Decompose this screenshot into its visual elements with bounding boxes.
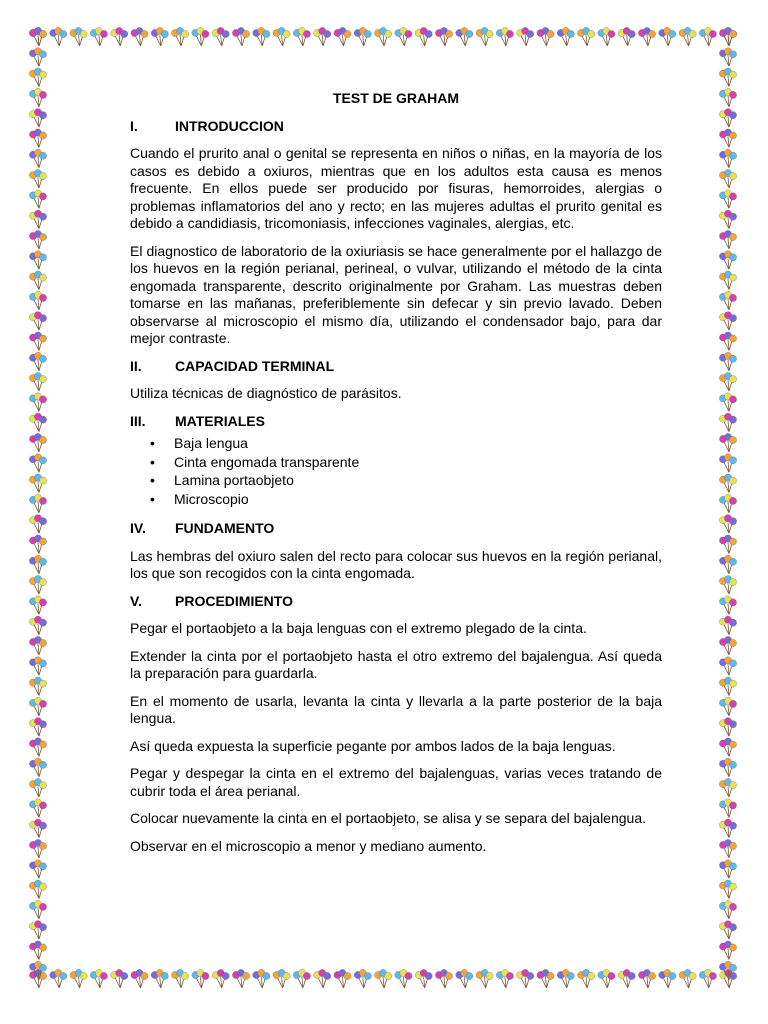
balloon-bunch-icon [293, 969, 310, 988]
balloon-bunch-icon [90, 969, 107, 988]
balloon-bunch-icon [719, 210, 736, 229]
balloon-bunch-icon [29, 210, 46, 229]
balloon-bunch-icon [719, 474, 736, 493]
balloon-bunch-icon [719, 576, 736, 595]
balloon-bunch-icon [598, 969, 615, 988]
balloon-bunch-icon [719, 819, 736, 838]
section-heading-introduccion [130, 118, 662, 136]
balloon-bunch-icon [719, 251, 736, 270]
balloon-bunch-icon [212, 969, 229, 988]
balloon-bunch-icon [719, 230, 736, 249]
balloon-bunch-icon [476, 969, 493, 988]
materials-list [130, 434, 662, 508]
paragraph: Pegar el portaobjeto a la baja lenguas con el extremo plegado de la cinta. [130, 620, 587, 636]
balloon-bunch-icon [29, 373, 46, 392]
balloon-bunch-icon [719, 921, 736, 940]
balloon-bunch-icon [719, 393, 736, 412]
balloon-bunch-icon [29, 291, 46, 310]
balloon-bunch-icon [679, 969, 696, 988]
balloon-bunch-icon [719, 697, 736, 716]
list-item: • Microscopio [130, 490, 662, 509]
balloon-bunch-icon [29, 779, 46, 798]
balloon-bunch-icon [29, 819, 46, 838]
balloon-bunch-icon [719, 880, 736, 899]
balloon-bunch-icon [29, 941, 46, 960]
balloon-bunch-icon [334, 27, 351, 46]
balloon-bunch-icon [29, 697, 46, 716]
page-border-bottom [28, 968, 740, 990]
paragraph: Cuando el prurito anal o genital se representa en niños o niñas, en la mayoría de los casos es debido a oxiuros, mientras que en los adultos esta causa es menos frecuente. En ellos puede ser producido por fisuras, hemorroides, alergias o problemas inflamatorios del ano y recto; en las mujeres adultas el prurito genital es debido a candidiasis, tricomoniasis, infecciones vaginales, alergias, etc. [130, 145, 662, 231]
balloon-bunch-icon [212, 27, 229, 46]
balloon-bunch-icon [29, 48, 46, 67]
balloon-bunch-icon [131, 27, 148, 46]
balloon-bunch-icon [719, 758, 736, 777]
section-title: MATERIALES [175, 412, 265, 429]
page-border-top [28, 26, 740, 48]
balloon-bunch-icon [618, 27, 635, 46]
section-heading-capacidad-terminal [130, 358, 662, 376]
balloon-bunch-icon [578, 27, 595, 46]
balloon-bunch-icon [70, 969, 87, 988]
balloon-bunch-icon [517, 27, 534, 46]
section-title: FUNDAMENTO [175, 520, 275, 536]
balloon-bunch-icon [517, 969, 534, 988]
paragraph: Pegar y despegar la cinta en el extremo del bajalenguas, varias veces tratando de cubrir toda el área perianal. [130, 765, 662, 799]
list-item: • Cinta engomada transparente [130, 453, 662, 472]
balloon-bunch-icon [719, 109, 736, 128]
balloon-bunch-icon [375, 969, 392, 988]
balloon-bunch-icon [29, 27, 46, 46]
balloon-bunch-icon [456, 969, 473, 988]
balloon-bunch-icon [111, 969, 128, 988]
balloon-bunch-icon [90, 27, 107, 46]
balloon-bunch-icon [29, 494, 46, 513]
balloon-bunch-icon [496, 27, 513, 46]
balloon-bunch-icon [659, 969, 676, 988]
balloon-bunch-icon [719, 291, 736, 310]
balloon-bunch-icon [719, 799, 736, 818]
balloon-bunch-icon [29, 129, 46, 148]
section-title: CAPACIDAD TERMINAL [175, 357, 335, 374]
balloon-bunch-icon [719, 515, 736, 534]
balloon-bunch-icon [719, 860, 736, 879]
balloon-bunch-icon [131, 969, 148, 988]
balloon-bunch-icon [557, 969, 574, 988]
balloon-bunch-icon [29, 758, 46, 777]
list-item: • Baja lengua [130, 434, 662, 453]
balloon-bunch-icon [253, 969, 270, 988]
balloon-bunch-icon [151, 969, 168, 988]
balloon-bunch-icon [395, 27, 412, 46]
section-heading-materiales [130, 413, 662, 431]
balloon-bunch-icon [29, 576, 46, 595]
balloon-bunch-icon [719, 312, 736, 331]
balloon-bunch-icon [435, 27, 452, 46]
balloon-bunch-icon [29, 312, 46, 331]
balloon-bunch-icon [111, 27, 128, 46]
balloon-bunch-icon [375, 27, 392, 46]
document-title: TEST DE GRAHAM [333, 90, 459, 106]
balloon-bunch-icon [719, 738, 736, 757]
list-item: • Lamina portaobjeto [130, 471, 662, 490]
balloon-bunch-icon [719, 596, 736, 615]
page-border-left [28, 26, 50, 990]
balloon-bunch-icon [719, 271, 736, 290]
balloon-bunch-icon [598, 27, 615, 46]
balloon-bunch-icon [435, 969, 452, 988]
balloon-bunch-icon [719, 900, 736, 919]
balloon-bunch-icon [29, 799, 46, 818]
balloon-bunch-icon [29, 636, 46, 655]
balloon-bunch-icon [70, 27, 87, 46]
paragraph: Observar en el microscopio a menor y mediano aumento. [130, 837, 487, 854]
balloon-bunch-icon [719, 941, 736, 960]
paragraph: Utiliza técnicas de diagnóstico de parásitos. [130, 385, 402, 401]
balloon-bunch-icon [354, 969, 371, 988]
balloon-bunch-icon [719, 190, 736, 209]
balloon-bunch-icon [537, 969, 554, 988]
balloon-bunch-icon [719, 48, 736, 67]
balloon-bunch-icon [29, 515, 46, 534]
balloon-bunch-icon [719, 373, 736, 392]
balloon-bunch-icon [334, 969, 351, 988]
balloon-bunch-icon [354, 27, 371, 46]
balloon-bunch-icon [719, 413, 736, 432]
balloon-bunch-icon [29, 535, 46, 554]
balloon-bunch-icon [232, 969, 249, 988]
balloon-bunch-icon [638, 27, 655, 46]
balloon-bunch-icon [719, 657, 736, 676]
balloon-bunch-icon [496, 969, 513, 988]
section-number: V. [130, 592, 142, 609]
paragraph: El diagnostico de laboratorio de la oxiuriasis se hace generalmente por el hallazgo de los huevos en la región perianal, perineal, o vulvar, utilizando el método de la cinta engomada transparente, descrito originalmente por Graham. Las muestras deben tomarse en las mañanas, preferiblemente sin defecar y sin previo lavado. Deben observarse al microscopio el mismo día, utilizando el condensador bajo, para dar mejor contraste. [130, 242, 662, 346]
balloon-bunch-icon [314, 969, 331, 988]
page-border-right [718, 26, 740, 990]
section-number: III. [130, 412, 146, 429]
balloon-bunch-icon [476, 27, 493, 46]
balloon-bunch-icon [415, 969, 432, 988]
balloon-bunch-icon [29, 860, 46, 879]
balloon-bunch-icon [29, 961, 46, 980]
balloon-bunch-icon [314, 27, 331, 46]
balloon-bunch-icon [719, 88, 736, 107]
section-number: IV. [130, 520, 146, 536]
balloon-bunch-icon [719, 677, 736, 696]
balloon-bunch-icon [719, 352, 736, 371]
section-title: PROCEDIMIENTO [175, 592, 293, 609]
balloon-bunch-icon [29, 352, 46, 371]
balloon-bunch-icon [719, 718, 736, 737]
balloon-bunch-icon [415, 27, 432, 46]
balloon-bunch-icon [29, 271, 46, 290]
balloon-bunch-icon [618, 969, 635, 988]
balloon-bunch-icon [29, 839, 46, 858]
balloon-bunch-icon [719, 555, 736, 574]
paragraph: Así queda expuesta la superficie pegante por ambos lados de la baja lenguas. [130, 737, 616, 754]
balloon-bunch-icon [29, 393, 46, 412]
balloon-bunch-icon [456, 27, 473, 46]
balloon-bunch-icon [29, 921, 46, 940]
document-page [130, 90, 662, 865]
balloon-bunch-icon [50, 969, 67, 988]
balloon-bunch-icon [29, 190, 46, 209]
balloon-bunch-icon [29, 413, 46, 432]
balloon-bunch-icon [172, 27, 189, 46]
balloon-bunch-icon [29, 718, 46, 737]
balloon-bunch-icon [29, 230, 46, 249]
balloon-bunch-icon [719, 129, 736, 148]
balloon-bunch-icon [29, 68, 46, 87]
balloon-bunch-icon [273, 969, 290, 988]
balloon-bunch-icon [29, 332, 46, 351]
balloon-bunch-icon [253, 27, 270, 46]
balloon-bunch-icon [719, 433, 736, 452]
balloon-bunch-icon [29, 474, 46, 493]
balloon-bunch-icon [273, 27, 290, 46]
balloon-bunch-icon [29, 251, 46, 270]
balloon-bunch-icon [293, 27, 310, 46]
balloon-bunch-icon [719, 332, 736, 351]
paragraph: Colocar nuevamente la cinta en el portaobjeto, se alisa y se separa del bajalengua. [130, 810, 646, 826]
balloon-bunch-icon [29, 900, 46, 919]
section-heading-procedimiento [130, 593, 662, 611]
balloon-bunch-icon [151, 27, 168, 46]
balloon-bunch-icon [699, 969, 716, 988]
balloon-bunch-icon [719, 494, 736, 513]
balloon-bunch-icon [29, 109, 46, 128]
balloon-bunch-icon [719, 636, 736, 655]
balloon-bunch-icon [395, 969, 412, 988]
balloon-bunch-icon [719, 616, 736, 635]
balloon-bunch-icon [29, 170, 46, 189]
balloon-bunch-icon [29, 738, 46, 757]
balloon-bunch-icon [29, 677, 46, 696]
balloon-bunch-icon [719, 170, 736, 189]
balloon-bunch-icon [29, 616, 46, 635]
balloon-bunch-icon [29, 454, 46, 473]
paragraph: Las hembras del oxiuro salen del recto para colocar sus huevos en la región perianal, los que son recogidos con la cinta engomada. [130, 547, 662, 581]
balloon-bunch-icon [659, 27, 676, 46]
section-number: I. [130, 117, 138, 134]
balloon-bunch-icon [192, 969, 209, 988]
balloon-bunch-icon [557, 27, 574, 46]
balloon-bunch-icon [719, 961, 736, 980]
balloon-bunch-icon [578, 969, 595, 988]
balloon-bunch-icon [29, 555, 46, 574]
balloon-bunch-icon [719, 839, 736, 858]
balloon-bunch-icon [719, 149, 736, 168]
paragraph: En el momento de usarla, levanta la cinta y llevarla a la parte posterior de la baja lengua. [130, 692, 662, 726]
balloon-bunch-icon [719, 454, 736, 473]
section-number: II. [130, 357, 142, 374]
balloon-bunch-icon [719, 27, 736, 46]
paragraph: Extender la cinta por el portaobjeto hasta el otro extremo del bajalengua. Así queda la preparación para guardarla. [130, 647, 662, 681]
balloon-bunch-icon [50, 27, 67, 46]
balloon-bunch-icon [192, 27, 209, 46]
balloon-bunch-icon [232, 27, 249, 46]
balloon-bunch-icon [29, 596, 46, 615]
section-title: INTRODUCCION [175, 117, 284, 134]
balloon-bunch-icon [638, 969, 655, 988]
balloon-bunch-icon [719, 779, 736, 798]
balloon-bunch-icon [29, 149, 46, 168]
balloon-bunch-icon [29, 657, 46, 676]
balloon-bunch-icon [719, 68, 736, 87]
balloon-bunch-icon [29, 880, 46, 899]
balloon-bunch-icon [699, 27, 716, 46]
balloon-bunch-icon [537, 27, 554, 46]
balloon-bunch-icon [29, 433, 46, 452]
balloon-bunch-icon [719, 535, 736, 554]
balloon-bunch-icon [29, 88, 46, 107]
balloon-bunch-icon [172, 969, 189, 988]
section-heading-fundamento [130, 520, 662, 538]
balloon-bunch-icon [679, 27, 696, 46]
